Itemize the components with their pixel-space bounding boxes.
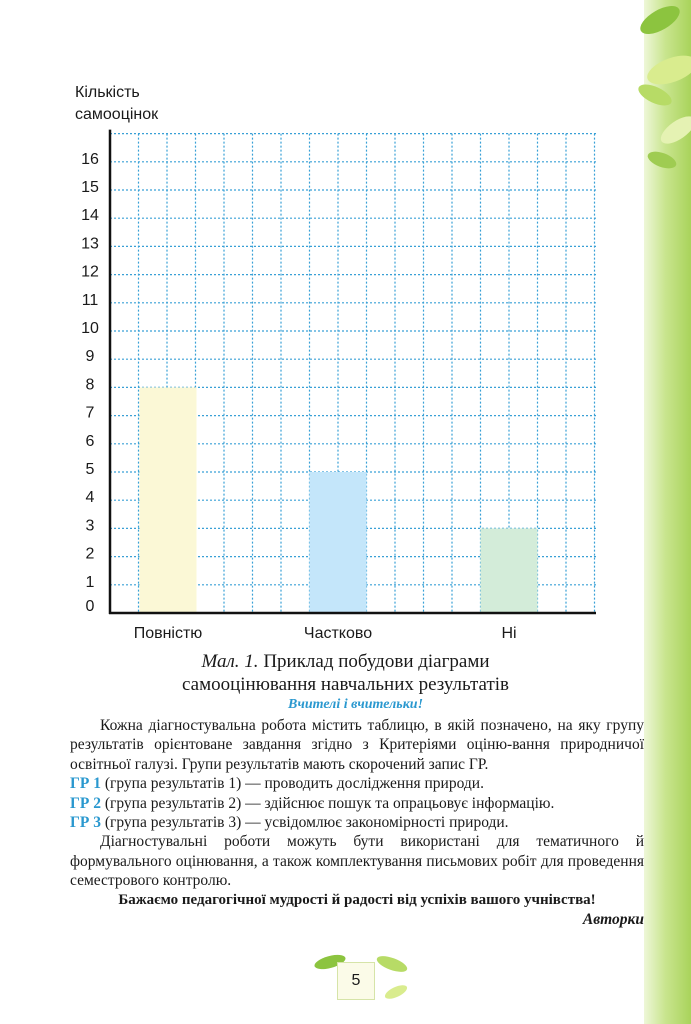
y-tick-label: 11	[81, 291, 99, 309]
x-category-label: Повністю	[133, 625, 203, 642]
y-axis-title-line2: самооцінок	[75, 106, 159, 123]
y-axis-title-line1: Кількість	[75, 84, 140, 101]
caption-line2: самооцінювання навчальних результатів	[181, 674, 510, 695]
y-tick-label: 10	[81, 320, 99, 337]
y-tick-label: 5	[85, 461, 95, 478]
y-tick-label: 6	[85, 432, 95, 450]
y-tick-label: 13	[81, 235, 99, 253]
bar-3	[481, 528, 538, 613]
y-tick-label: 3	[85, 517, 95, 535]
figure-caption	[0, 650, 691, 696]
gr-text: (група результатів 1) — проводить дослідження природи.	[100, 775, 484, 793]
gr-code: ГР 1	[70, 775, 101, 793]
bar-2	[310, 472, 367, 613]
y-tick-label: 16	[81, 150, 99, 168]
gr-text: (група результатів 2) — здійснює пошук та опрацьовує інформацію.	[100, 794, 555, 812]
wish-line: Бажаємо педагогічної мудрості й радості від успіхів вашого учнівства!	[118, 891, 596, 908]
paragraph-2: Діагностувальні роботи можуть бути використані для тематичного й формувального оцінювання, а також комплектування письмових робіт для проведення семестрового контролю.	[70, 833, 644, 890]
y-tick-label: 8	[85, 376, 95, 394]
caption-label: Мал. 1.	[201, 651, 259, 672]
y-tick-label: 12	[81, 263, 99, 281]
y-tick-label: 15	[81, 179, 99, 196]
page-number: 5	[337, 962, 375, 1000]
x-category-label: Частково	[303, 625, 373, 642]
y-tick-label: 1	[85, 573, 95, 591]
gr-code: ГР 3	[70, 814, 101, 832]
y-tick-label: 2	[85, 545, 95, 563]
y-tick-label: 14	[81, 207, 99, 225]
x-category-label: Ні	[501, 625, 517, 642]
gr-line-3	[70, 813, 644, 832]
bar-1	[140, 387, 197, 613]
gr-text: (група результатів 3) — усвідомлює закономірності природи.	[100, 814, 509, 832]
body-text	[70, 716, 644, 929]
y-tick-label: 0	[85, 598, 95, 615]
paragraph-1: Кожна діагностувальна робота містить таблицю, в якій позначено, на яку групу результатів орієнтоване завдання згідно з Критеріями оціню-вання природничої освітньої галузі. Групи результатів мають скорочений запис ГР.	[70, 717, 644, 773]
gr-line-1	[70, 774, 644, 793]
y-tick-label: 7	[85, 404, 95, 422]
y-tick-label: 4	[85, 489, 95, 507]
authors-signature: Авторки	[582, 911, 644, 929]
gr-code: ГР 2	[70, 794, 101, 812]
gr-line-2	[70, 794, 644, 813]
y-tick-label: 9	[85, 348, 95, 366]
caption-line1: Приклад побудови діаграми	[258, 651, 490, 672]
greeting-heading: Вчителі і вчительки!	[287, 697, 424, 712]
